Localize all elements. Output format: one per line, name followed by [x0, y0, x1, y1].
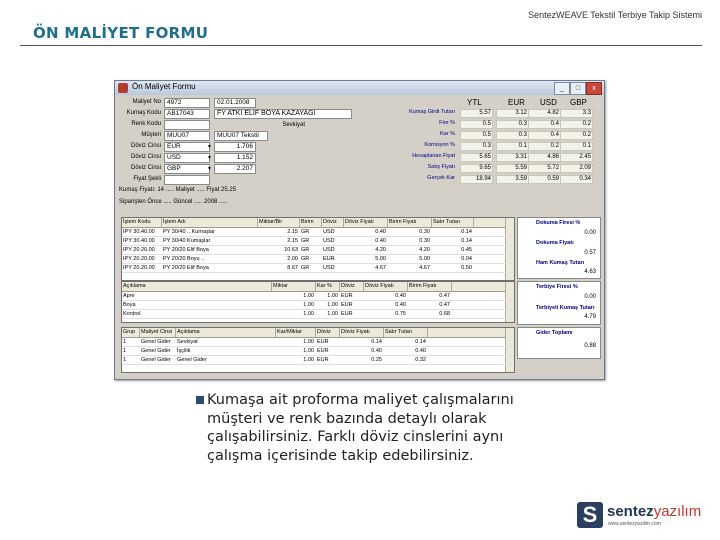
price-row-label: Fire % — [439, 120, 455, 126]
chevron-down-icon[interactable]: ▼ — [207, 144, 212, 150]
table-cell[interactable]: USD — [323, 247, 335, 253]
table-cell[interactable]: 5.00 — [419, 256, 430, 262]
field-label-renk-kodu: Renk Kodu — [131, 121, 161, 127]
table-cell[interactable]: EUR — [317, 357, 329, 363]
table-cell[interactable]: 0.40 — [375, 238, 386, 244]
table-cell[interactable]: PY 20/20 Elif Boya — [163, 265, 209, 271]
table-cell[interactable]: 1.00 — [327, 311, 338, 317]
table-row[interactable] — [122, 228, 514, 237]
header-right-text: SentezWEAVE Tekstil Terbiye Takip Sistemi — [528, 10, 702, 20]
table-cell[interactable]: PY 30/40 Kumaşlar — [163, 238, 211, 244]
table-cell[interactable]: 1.00 — [303, 357, 314, 363]
terbiye-summary-box — [517, 281, 601, 325]
grid-column-header[interactable]: İşlem Kodu — [122, 218, 162, 227]
table-cell[interactable]: 0.30 — [419, 238, 430, 244]
dokuma-fire-label: Dokuma Firesi % — [536, 220, 581, 226]
grid-column-header[interactable]: Grup — [122, 328, 140, 337]
table-cell[interactable]: 1.00 — [327, 302, 338, 308]
table-cell[interactable]: EUR — [341, 311, 353, 317]
table-cell[interactable]: 4.20 — [375, 247, 386, 253]
price-row-label: Satış Fiyatı — [427, 164, 455, 170]
table-cell[interactable]: 0.14 — [461, 229, 472, 235]
note-line-2: Siparişten Önce ..... Güncel ..... 2008 ..... — [119, 199, 228, 205]
table-cell[interactable]: 1.00 — [303, 293, 314, 299]
table-cell[interactable]: EUR — [323, 256, 335, 262]
price-cell[interactable]: 4.86 — [528, 153, 561, 162]
gider-toplami-value: 0.88 — [584, 343, 596, 349]
close-button[interactable]: x — [586, 82, 602, 95]
price-cell[interactable]: 0.1 — [560, 142, 593, 151]
grid-column-header[interactable]: Döviz Fiyatı — [364, 282, 408, 291]
table-cell[interactable]: 0.50 — [461, 265, 472, 271]
grid-header — [122, 328, 514, 338]
dokuma-fiyat-label: Dokuma Fiyatı — [536, 240, 574, 246]
price-cell[interactable]: 0.59 — [528, 175, 561, 184]
price-cell[interactable]: 5.72 — [528, 164, 561, 173]
table-cell[interactable]: 0.32 — [415, 357, 426, 363]
table-cell[interactable]: EUR — [341, 293, 353, 299]
table-cell[interactable]: 4.67 — [375, 265, 386, 271]
price-cell[interactable]: 0.2 — [560, 131, 593, 140]
logo-name-yazilim: yazılım — [653, 503, 702, 520]
table-row[interactable] — [122, 264, 514, 273]
price-cell[interactable]: 4.82 — [528, 109, 561, 118]
on-maliyet-window — [114, 80, 605, 380]
price-cell[interactable]: 0.4 — [528, 120, 561, 129]
window-titlebar[interactable] — [115, 81, 604, 95]
maximize-button[interactable]: □ — [570, 82, 586, 95]
table-row[interactable] — [122, 347, 514, 356]
table-cell[interactable]: EUR — [317, 348, 329, 354]
table-cell[interactable]: 2.00 — [287, 256, 298, 262]
note-line-1: Kumaş Fiyatı: 14 ..... Maliyet ..... Fiyat 25.25 — [119, 187, 237, 193]
price-cell[interactable]: 0.3 — [460, 142, 493, 151]
table-cell[interactable]: 0.68 — [439, 311, 450, 317]
price-cell[interactable]: 5.59 — [496, 164, 529, 173]
price-cell[interactable]: 0.2 — [560, 120, 593, 129]
rate-3-field[interactable]: 2.207 — [214, 164, 256, 174]
gider-grid[interactable] — [121, 327, 515, 373]
table-cell[interactable]: IPY 20.20.00 — [123, 256, 155, 262]
doviz-3-select[interactable]: GBP — [164, 164, 210, 174]
table-cell[interactable]: 4.20 — [419, 247, 430, 253]
table-cell[interactable]: 1.00 — [303, 311, 314, 317]
dokuma-fire-value: 0.00 — [584, 230, 596, 236]
price-cell[interactable]: 0.5 — [460, 131, 493, 140]
terbiye-fire-label: Terbiye Firesi % — [536, 284, 578, 290]
grid-header — [122, 218, 514, 228]
price-cell[interactable]: 3.12 — [496, 109, 529, 118]
price-cell[interactable]: 9.65 — [460, 164, 493, 173]
price-cell[interactable]: 2.45 — [560, 153, 593, 162]
table-cell[interactable]: 2.15 — [287, 238, 298, 244]
table-cell[interactable]: IPY 20.20.00 — [123, 247, 155, 253]
price-row-label: Gerçek Kar — [427, 175, 455, 181]
table-cell[interactable]: 0.40 — [415, 348, 426, 354]
table-cell[interactable]: Genel Gider — [141, 339, 171, 345]
table-row[interactable] — [122, 338, 514, 347]
field-label-maliyet-no: Maliyet No — [132, 99, 161, 105]
rate-2-field[interactable]: 1.152 — [214, 153, 256, 163]
table-cell[interactable]: PY 20/20 Elif Boya — [163, 247, 209, 253]
doviz-2-select[interactable]: USD — [164, 153, 210, 163]
table-cell[interactable]: GR — [301, 247, 310, 253]
table-cell[interactable]: IPY 30.40.00 — [123, 229, 155, 235]
grid-column-header[interactable]: Döviz Fiyatı — [344, 218, 388, 227]
table-cell[interactable]: 0.14 — [461, 238, 472, 244]
table-cell[interactable]: 0.40 — [371, 348, 382, 354]
table-row[interactable] — [122, 310, 514, 319]
table-cell[interactable]: 0.30 — [419, 229, 430, 235]
musteri-adi-field[interactable]: MUU07 Tekstil — [214, 131, 268, 141]
price-cell[interactable]: 3.31 — [496, 153, 529, 162]
logo-mark: S — [577, 502, 603, 528]
table-cell[interactable]: USD — [323, 238, 335, 244]
table-cell[interactable]: Genel Gider — [141, 357, 171, 363]
grid-column-header[interactable]: Birim Fiyatı — [388, 218, 432, 227]
field-label-doviz-1: Döviz Cinsi — [130, 143, 161, 149]
terbiyeli-kumas-label: Terbiyeli Kumaş Tutarı — [536, 305, 595, 311]
grid-column-header[interactable]: İşlem Adı — [162, 218, 258, 227]
table-cell[interactable]: 0.04 — [461, 256, 472, 262]
grid-column-header[interactable]: Satır Tutarı — [432, 218, 474, 227]
table-cell[interactable]: 0.75 — [395, 311, 406, 317]
price-cell[interactable]: 0.3 — [496, 120, 529, 129]
table-cell[interactable]: EUR — [341, 302, 353, 308]
price-row-label: Hesaplanan Fiyat — [412, 153, 455, 159]
grid-column-header[interactable]: Miktar/Bir — [258, 218, 300, 227]
grid-column-header[interactable]: Açıklama — [176, 328, 276, 337]
grid-column-header[interactable]: Döviz Fiyatı — [340, 328, 384, 337]
table-cell[interactable]: 10.63 — [284, 247, 298, 253]
field-label-doviz-3: Döviz Cinsi — [130, 165, 161, 171]
logo-name — [607, 503, 701, 520]
table-cell[interactable]: PY 30/40 .. Kumaşlar — [163, 229, 215, 235]
price-cell[interactable]: 0.3 — [496, 131, 529, 140]
grid-column-header[interactable]: Döviz — [316, 328, 340, 337]
dokuma-fiyat-value: 0.57 — [584, 250, 596, 256]
title-divider — [20, 45, 702, 46]
sevkiyat-label: Sevkiyat — [282, 122, 305, 128]
kumas-kodu-field[interactable]: AB17043 — [164, 109, 210, 119]
table-cell[interactable]: USD — [323, 229, 335, 235]
price-cell[interactable]: 2.09 — [560, 164, 593, 173]
gider-toplami-label: Gider Toplamı — [536, 330, 573, 336]
app-icon — [118, 83, 128, 93]
table-cell[interactable]: USD — [323, 265, 335, 271]
table-cell[interactable]: GR — [301, 256, 310, 262]
table-cell[interactable]: 0.47 — [439, 293, 450, 299]
table-cell[interactable]: 0.40 — [395, 293, 406, 299]
terbiyeli-kumas-value: 4.79 — [584, 314, 596, 320]
table-cell[interactable]: IPY 20.20.00 — [123, 265, 155, 271]
terbiye-grid[interactable] — [121, 281, 515, 323]
field-label-fiyat-sekli: Fiyat Şekli — [133, 176, 161, 182]
dokuma-summary-box — [517, 217, 601, 279]
table-cell[interactable]: Kontrol — [123, 311, 141, 317]
table-cell[interactable]: İşçilik — [177, 348, 191, 354]
grid-header — [122, 282, 514, 292]
grid-column-header[interactable]: Açıklama — [122, 282, 272, 291]
table-cell[interactable]: 1.00 — [303, 339, 314, 345]
currency-header-ytl: YTL — [467, 98, 482, 107]
table-cell[interactable]: 0.14 — [371, 339, 382, 345]
table-cell[interactable]: 4.67 — [419, 265, 430, 271]
grid-column-header[interactable]: Maliyet Cinsi — [140, 328, 176, 337]
musteri-field[interactable]: MUU07 — [164, 131, 210, 141]
table-row[interactable] — [122, 255, 514, 264]
table-cell[interactable]: 1 — [123, 339, 127, 345]
table-cell[interactable]: Genel Gider — [177, 357, 207, 363]
maliyet-no-field[interactable]: 4972 — [164, 98, 210, 108]
minimize-button[interactable]: _ — [554, 82, 570, 95]
price-cell[interactable]: 0.2 — [528, 142, 561, 151]
price-cell[interactable]: 0.1 — [496, 142, 529, 151]
table-cell[interactable]: 1.00 — [327, 293, 338, 299]
ham-kumas-label: Ham Kumaş Tutarı — [536, 260, 585, 266]
fiyat-sekli-field[interactable] — [164, 175, 210, 185]
grid-column-header[interactable]: Birim Fiyatı — [408, 282, 452, 291]
field-label-musteri: Müşteri — [141, 132, 161, 138]
table-cell[interactable]: 2.15 — [287, 229, 298, 235]
grid-column-header[interactable]: Döviz — [322, 218, 344, 227]
grid-column-header[interactable]: Birim — [300, 218, 322, 227]
table-cell[interactable]: IPY 30.40.00 — [123, 238, 155, 244]
table-row[interactable] — [122, 356, 514, 365]
table-cell[interactable]: Apre — [123, 293, 135, 299]
price-row-label: Kumaş Girdi Tutarı — [409, 109, 455, 115]
price-row-label: Kar % — [440, 131, 455, 137]
table-cell[interactable]: 1 — [123, 357, 127, 363]
logo-name-sentez: sentez — [607, 503, 654, 520]
sentez-yazilim-logo — [577, 500, 702, 530]
table-cell[interactable]: 0.25 — [371, 357, 382, 363]
islem-grid[interactable] — [121, 217, 515, 281]
chevron-down-icon[interactable]: ▼ — [207, 166, 212, 172]
table-row[interactable] — [122, 292, 514, 301]
price-cell[interactable]: 18.94 — [460, 175, 493, 184]
table-cell[interactable]: Boya — [123, 302, 136, 308]
grid-column-header[interactable]: Döviz — [340, 282, 364, 291]
price-row-label: Komisyon % — [424, 142, 455, 148]
date-field[interactable]: 02.01.2008 — [214, 98, 256, 108]
slide-title: ÖN MALİYET FORMU — [33, 24, 209, 42]
chevron-down-icon[interactable]: ▼ — [207, 155, 212, 161]
price-cell[interactable]: 0.5 — [460, 120, 493, 129]
table-cell[interactable]: GR — [301, 265, 310, 271]
rate-1-field[interactable]: 1.706 — [214, 142, 256, 152]
bullet-icon — [196, 396, 204, 404]
table-cell[interactable]: GR — [301, 229, 310, 235]
table-cell[interactable]: 1.00 — [303, 302, 314, 308]
currency-header-eur: EUR — [508, 98, 525, 107]
description-text: Kumaşa ait proforma maliyet çalışmalarını müşteri ve renk bazında detaylı olarak çalışabilirsiniz. Farklı döviz cinslerini aynı çalışma içerisinde takip edebilirsiniz. — [207, 392, 514, 464]
kumas-adi-field[interactable]: FY ATKI ELİF BOYA KAZAYAGI — [214, 109, 352, 119]
price-cell[interactable]: 3.59 — [496, 175, 529, 184]
ham-kumas-value: 4.63 — [584, 269, 596, 275]
table-row[interactable] — [122, 301, 514, 310]
grid-column-header[interactable]: Kar % — [316, 282, 340, 291]
currency-header-gbp: GBP — [570, 98, 587, 107]
field-label-kumas-kodu: Kumaş Kodu — [126, 110, 161, 116]
table-cell[interactable]: EUR — [317, 339, 329, 345]
price-cell[interactable]: 0.34 — [560, 175, 593, 184]
table-cell[interactable]: GR — [301, 238, 310, 244]
price-cell[interactable]: 0.4 — [528, 131, 561, 140]
gider-summary-box — [517, 327, 601, 359]
table-cell[interactable]: Genel Gider — [141, 348, 171, 354]
table-cell[interactable]: PY 20/20 Boyu .. — [163, 256, 205, 262]
table-cell[interactable]: 1 — [123, 348, 127, 354]
table-row[interactable] — [122, 237, 514, 246]
table-cell[interactable]: 0.47 — [439, 302, 450, 308]
grid-column-header[interactable]: Miktar — [272, 282, 316, 291]
price-cell[interactable]: 5.65 — [460, 153, 493, 162]
window-title: Ön Maliyet Formu — [132, 82, 196, 91]
price-cell[interactable]: 5.57 — [460, 109, 493, 118]
grid-column-header[interactable]: Kar/Miktar — [276, 328, 316, 337]
terbiye-fire-value: 0.00 — [584, 294, 596, 300]
table-cell[interactable]: 0.45 — [461, 247, 472, 253]
table-cell[interactable]: 0.40 — [375, 229, 386, 235]
table-cell[interactable]: 1.00 — [303, 348, 314, 354]
grid-column-header[interactable]: Satır Tutarı — [384, 328, 428, 337]
doviz-1-select[interactable]: EUR — [164, 142, 210, 152]
renk-kodu-field[interactable] — [164, 120, 210, 130]
field-label-doviz-2: Döviz Cinsi — [130, 154, 161, 160]
currency-header-usd: USD — [540, 98, 557, 107]
table-row[interactable] — [122, 246, 514, 255]
table-cell[interactable]: Sevkiyat — [177, 339, 198, 345]
table-cell[interactable]: 0.40 — [395, 302, 406, 308]
price-cell[interactable]: 3.3 — [560, 109, 593, 118]
table-cell[interactable]: 0.14 — [415, 339, 426, 345]
table-cell[interactable]: 8.67 — [287, 265, 298, 271]
table-cell[interactable]: 5.00 — [375, 256, 386, 262]
logo-url: www.sentezyazilim.com — [608, 521, 661, 527]
